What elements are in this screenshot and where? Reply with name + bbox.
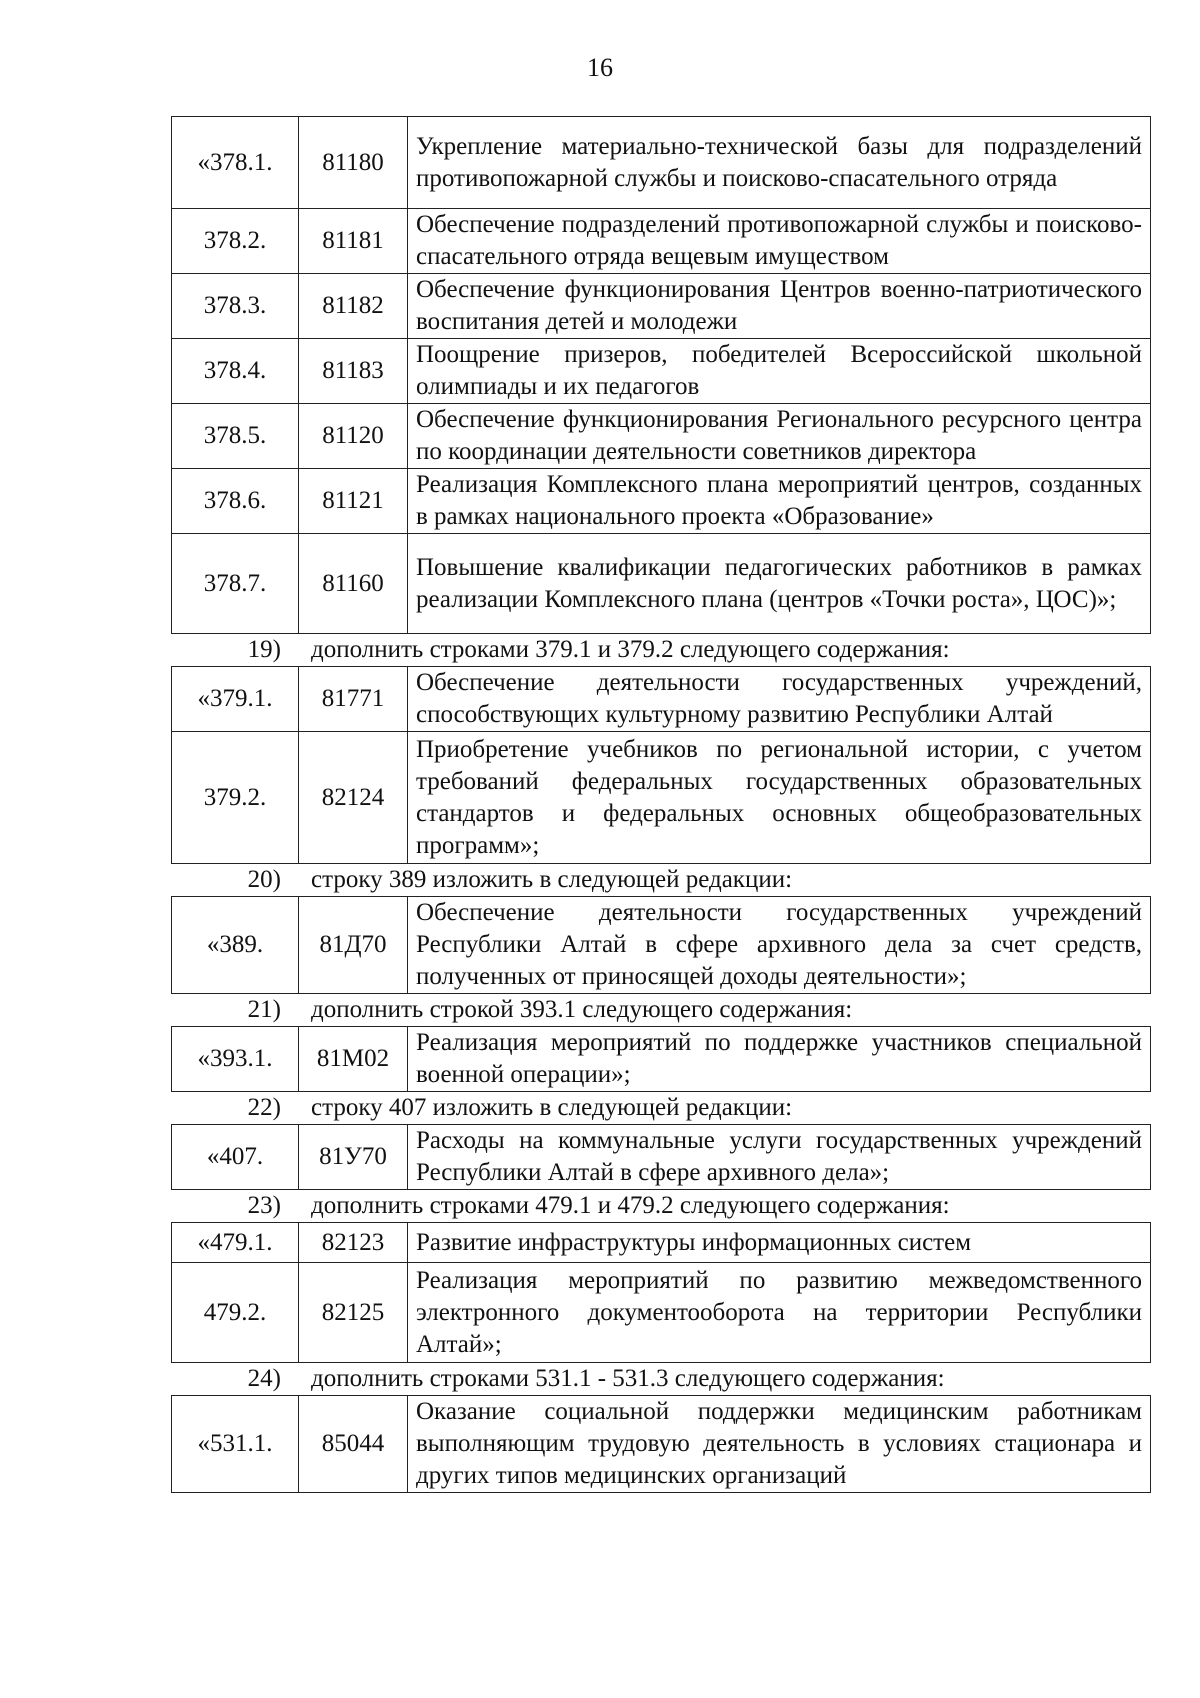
table-row — [172, 667, 1151, 732]
table-row — [172, 404, 1151, 469]
row-code: 82125 — [299, 1263, 408, 1363]
amendment-item — [171, 634, 1151, 666]
item-index: 22) — [247, 1094, 281, 1121]
row-number: «378.1. — [172, 117, 299, 209]
row-number: 378.7. — [172, 534, 299, 634]
table-row — [172, 209, 1151, 274]
row-description: Поощрение призеров, победителей Всероссийской школьной олимпиады и их педагогов — [408, 339, 1151, 404]
row-description: Обеспечение подразделений противопожарной службы и поисково-спасательного отряда вещевым имуществом — [408, 209, 1151, 274]
row-code: 81183 — [299, 339, 408, 404]
amendment-item — [171, 864, 1151, 896]
row-number: 379.2. — [172, 732, 299, 864]
row-description: Приобретение учебников по региональной истории, с учетом требований федеральных государственных образовательных стандартов и федеральных основных общеобразовательных программ»; — [408, 732, 1151, 864]
item-index: 21) — [247, 996, 281, 1023]
table-row — [172, 1125, 1151, 1190]
budget-table-479 — [171, 1222, 1151, 1363]
row-number: «379.1. — [172, 667, 299, 732]
row-code: 81160 — [299, 534, 408, 634]
row-description: Развитие инфраструктуры информационных систем — [408, 1223, 1151, 1263]
row-description: Реализация мероприятий по развитию межведомственного электронного документооборота на территории Республики Алтай»; — [408, 1263, 1151, 1363]
table-row — [172, 1223, 1151, 1263]
budget-table-379 — [171, 666, 1151, 864]
item-text: строку 389 изложить в следующей редакции: — [311, 866, 793, 893]
item-index: 24) — [247, 1365, 281, 1392]
row-number: «389. — [172, 897, 299, 994]
row-number: «479.1. — [172, 1223, 299, 1263]
table-row — [172, 1263, 1151, 1363]
row-description: Реализация мероприятий по поддержке участников специальной военной операции»; — [408, 1027, 1151, 1092]
row-description: Обеспечение деятельности государственных учреждений Республики Алтай в сфере архивного дела за счет средств, полученных от приносящей доходы деятельности»; — [408, 897, 1151, 994]
table-row — [172, 897, 1151, 994]
row-number: 378.2. — [172, 209, 299, 274]
item-index: 20) — [247, 866, 281, 893]
row-code: 81121 — [299, 469, 408, 534]
row-code: 81М02 — [299, 1027, 408, 1092]
row-code: 85044 — [299, 1396, 408, 1493]
amendment-item — [171, 1092, 1151, 1124]
row-number: 378.5. — [172, 404, 299, 469]
row-code: 81180 — [299, 117, 408, 209]
amendment-item — [171, 994, 1151, 1026]
row-code: 81771 — [299, 667, 408, 732]
row-description: Реализация Комплексного плана мероприятий центров, созданных в рамках национального проекта «Образование» — [408, 469, 1151, 534]
row-code: 82123 — [299, 1223, 408, 1263]
document-body — [171, 116, 1151, 1493]
table-row — [172, 732, 1151, 864]
table-row — [172, 534, 1151, 634]
table-row — [172, 1027, 1151, 1092]
amendment-item — [171, 1363, 1151, 1395]
row-number: «407. — [172, 1125, 299, 1190]
table-row — [172, 339, 1151, 404]
page-number: 16 — [587, 53, 613, 82]
table-row — [172, 117, 1151, 209]
row-code: 81120 — [299, 404, 408, 469]
row-description: Обеспечение функционирования Регионального ресурсного центра по координации деятельности советников директора — [408, 404, 1151, 469]
row-number: «393.1. — [172, 1027, 299, 1092]
row-description: Повышение квалификации педагогических работников в рамках реализации Комплексного плана (центров «Точки роста», ЦОС)»; — [408, 534, 1151, 634]
row-code: 81182 — [299, 274, 408, 339]
item-text: дополнить строками 479.1 и 479.2 следующего содержания: — [311, 1192, 950, 1219]
row-number: «531.1. — [172, 1396, 299, 1493]
row-number: 378.3. — [172, 274, 299, 339]
item-text: дополнить строками 531.1 - 531.3 следующего содержания: — [311, 1365, 945, 1392]
row-description: Расходы на коммунальные услуги государственных учреждений Республики Алтай в сфере архивного дела»; — [408, 1125, 1151, 1190]
budget-table-407 — [171, 1124, 1151, 1190]
row-number: 479.2. — [172, 1263, 299, 1363]
row-code: 81У70 — [299, 1125, 408, 1190]
item-index: 23) — [247, 1192, 281, 1219]
table-row — [172, 1396, 1151, 1493]
budget-table-378 — [171, 116, 1151, 634]
row-code: 82124 — [299, 732, 408, 864]
row-code: 81Д70 — [299, 897, 408, 994]
item-text: дополнить строкой 393.1 следующего содержания: — [311, 996, 853, 1023]
row-code: 81181 — [299, 209, 408, 274]
item-index: 19) — [247, 636, 281, 663]
budget-table-389 — [171, 896, 1151, 994]
row-number: 378.6. — [172, 469, 299, 534]
row-description: Укрепление материально-технической базы для подразделений противопожарной службы и поисково-спасательного отряда — [408, 117, 1151, 209]
budget-table-531 — [171, 1395, 1151, 1493]
row-description: Обеспечение деятельности государственных учреждений, способствующих культурному развитию Республики Алтай — [408, 667, 1151, 732]
row-description: Оказание социальной поддержки медицинским работникам выполняющим трудовую деятельность в условиях стационара и других типов медицинских организаций — [408, 1396, 1151, 1493]
budget-table-393 — [171, 1026, 1151, 1092]
table-row — [172, 274, 1151, 339]
table-row — [172, 469, 1151, 534]
amendment-item — [171, 1190, 1151, 1222]
item-text: строку 407 изложить в следующей редакции: — [311, 1094, 793, 1121]
item-text: дополнить строками 379.1 и 379.2 следующего содержания: — [311, 636, 950, 663]
row-description: Обеспечение функционирования Центров военно-патриотического воспитания детей и молодежи — [408, 274, 1151, 339]
row-number: 378.4. — [172, 339, 299, 404]
